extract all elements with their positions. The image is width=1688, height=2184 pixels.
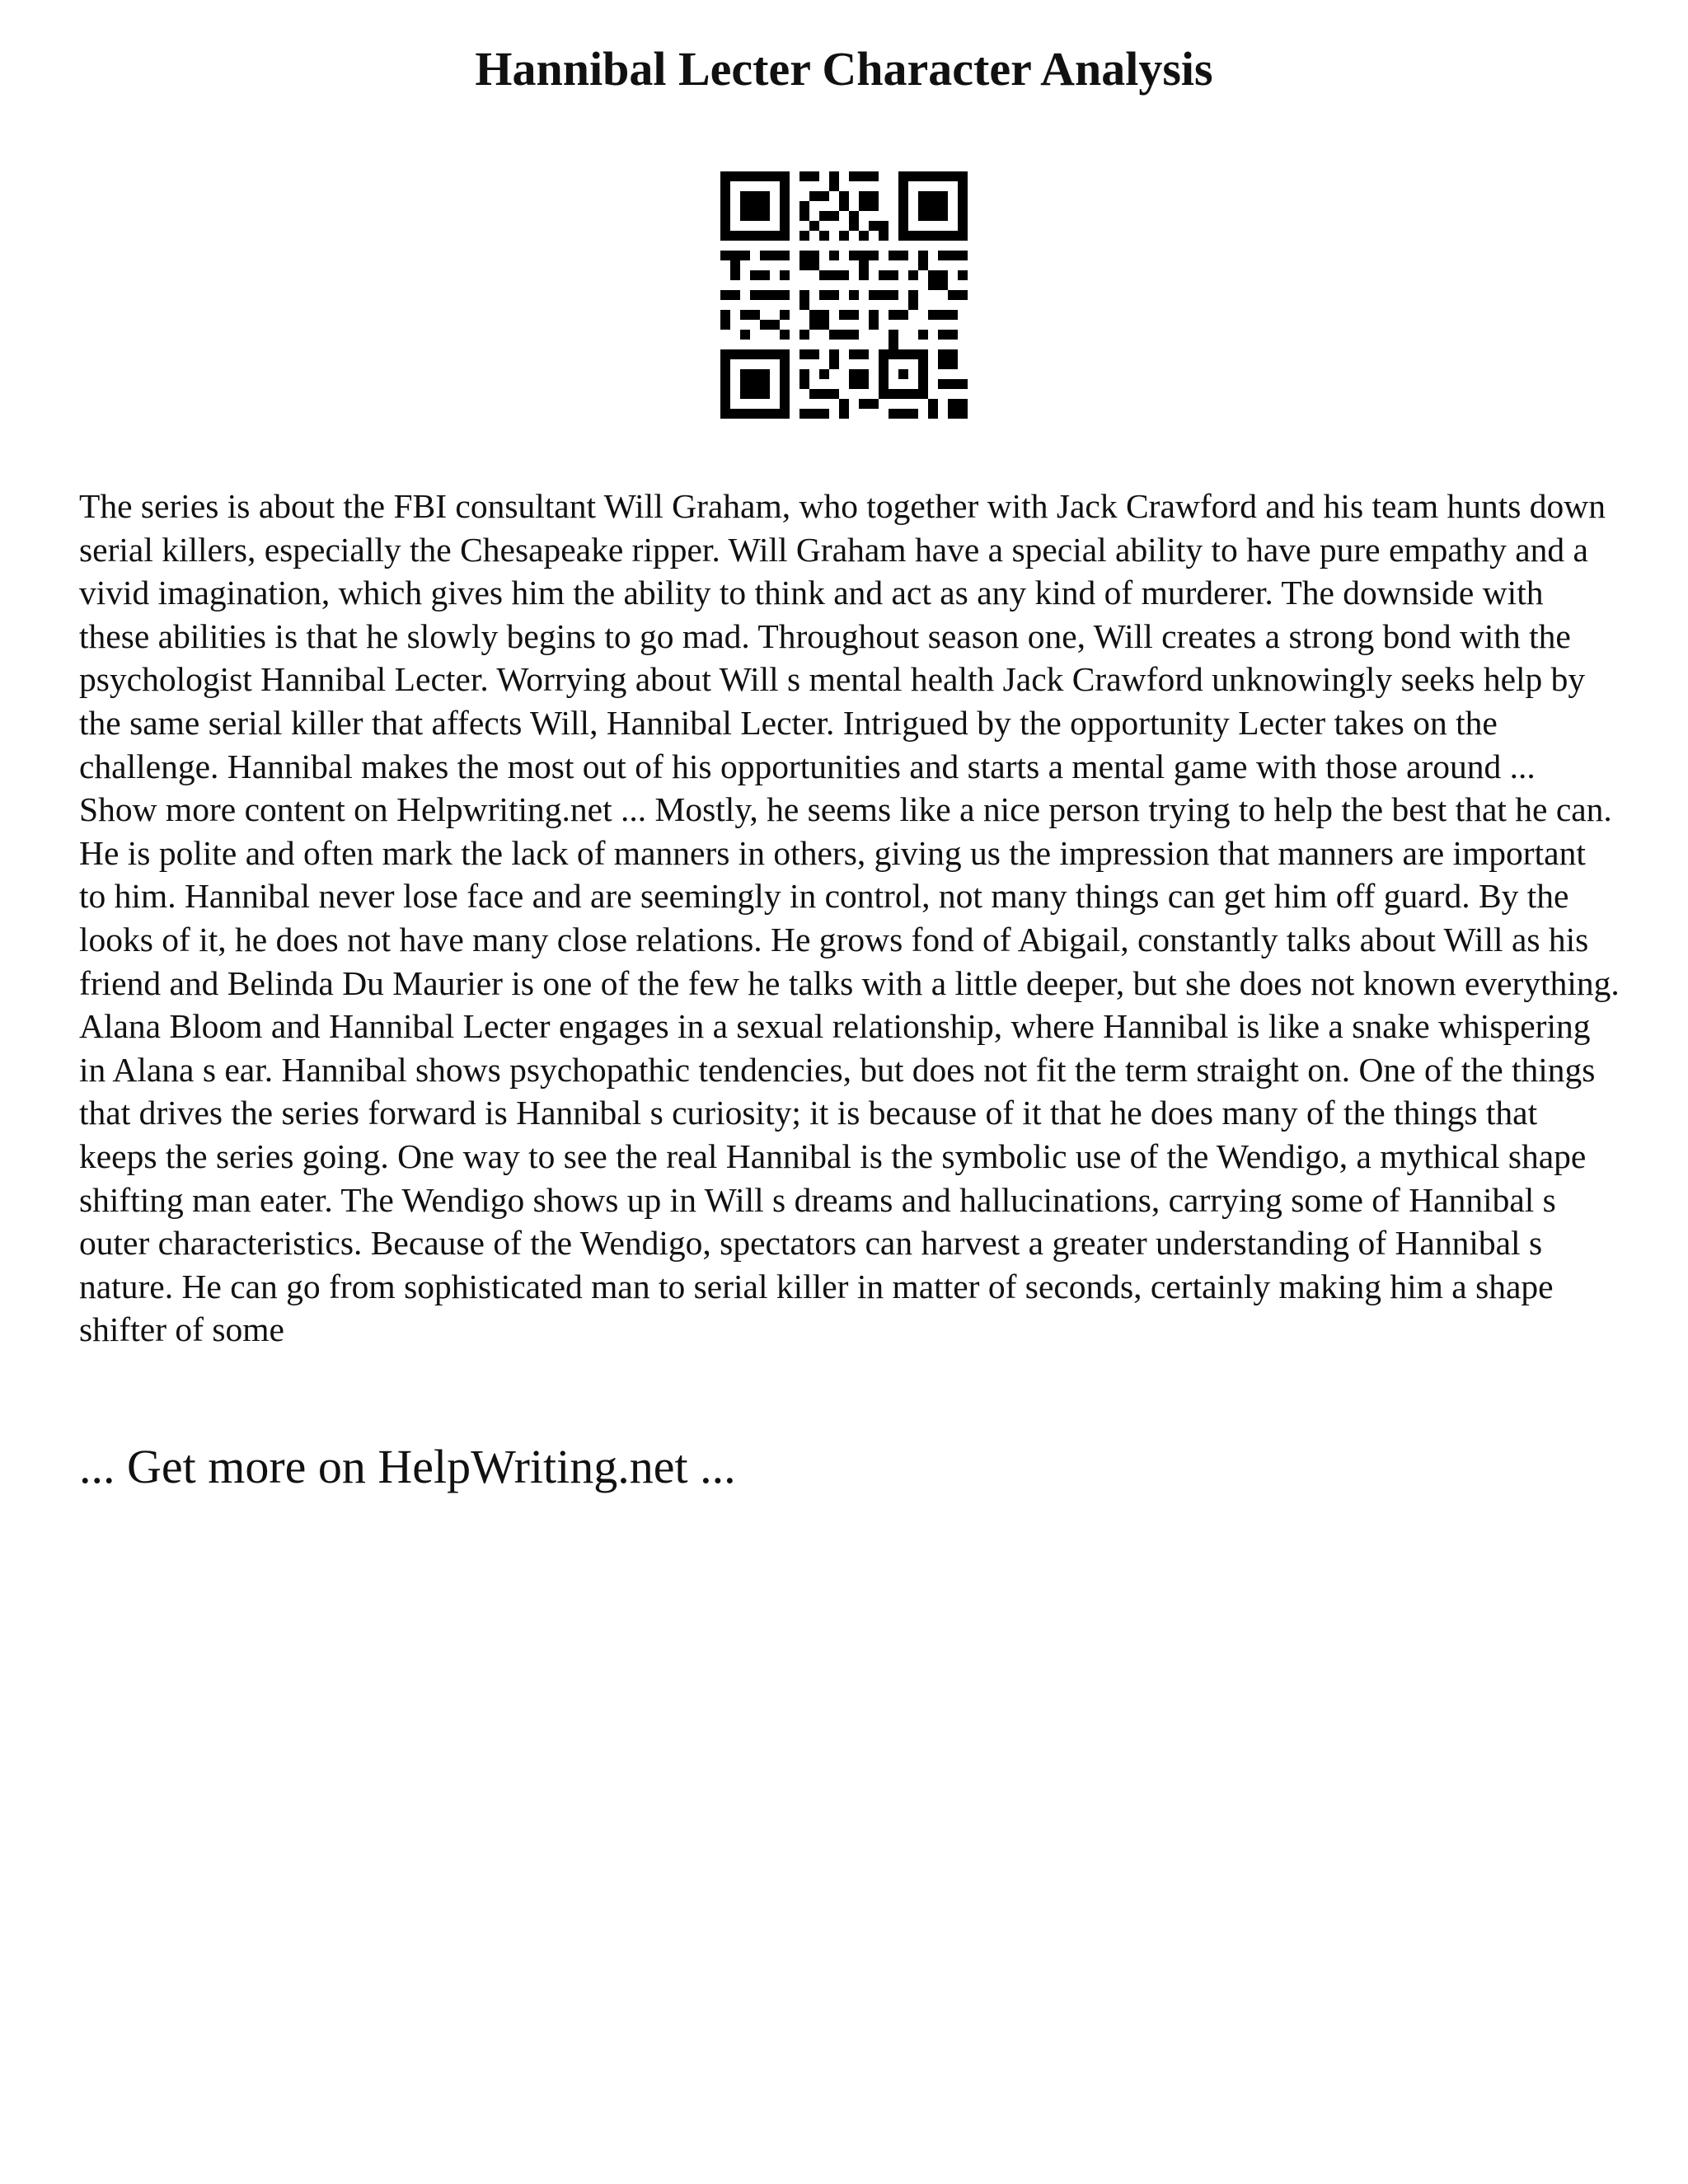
page-title: Hannibal Lecter Character Analysis bbox=[475, 42, 1213, 96]
body-paragraph: The series is about the FBI consultant Will Graham, who together with Jack Crawford and his team hunts down serial killers, especially the Chesapeake ripper. Will Graham have a special ability to have pure empathy and a vivid imagination, which gives him the ability to think and act as any kind of murderer. The downside with these abilities is that he slowly begins to go mad. Throughout season one, Will creates a strong bond with the psychologist Hannibal Lecter. Worrying about Will s mental health Jack Crawford unknowingly seeks help by the same serial killer that affects Will, Hannibal Lecter. Intrigued by the opportunity Lecter takes on the challenge. Hannibal makes the most out of his opportunities and starts a mental game with those around ... Show more content on Helpwriting.net ... Mostly, he seems like a nice person trying to help the best that he can. He is polite and often mark the lack of manners in others, giving us the impression that manners are important to him. Hannibal never lose face and are seemingly in control, not many things can get him off guard. By the looks of it, he does not have many close relations. He grows fond of Abigail, constantly talks about Will as his friend and Belinda Du Maurier is one of the few he talks with a little deeper, but she does not known everything. Alana Bloom and Hannibal Lecter engages in a sexual relationship, where Hannibal is like a snake whispering in Alana s ear. Hannibal shows psychopathic tendencies, but does not fit the term straight on. One of the things that drives the series forward is Hannibal s curiosity; it is because of it that he does many of the things that keeps the series going. One way to see the real Hannibal is the symbolic use of the Wendigo, a mythical shape shifting man eater. The Wendigo shows up in Will s dreams and hallucinations, carrying some of Hannibal s outer characteristics. Because of the Wendigo, spectators can harvest a greater understanding of Hannibal s nature. He can go from sophisticated man to serial killer in matter of seconds, certainly making him a shape shifter of some bbox=[79, 487, 1620, 1349]
qr-code-icon bbox=[720, 171, 968, 419]
qr-code[interactable] bbox=[720, 171, 968, 419]
get-more-link[interactable]: ... Get more on HelpWriting.net ... bbox=[79, 1440, 736, 1493]
